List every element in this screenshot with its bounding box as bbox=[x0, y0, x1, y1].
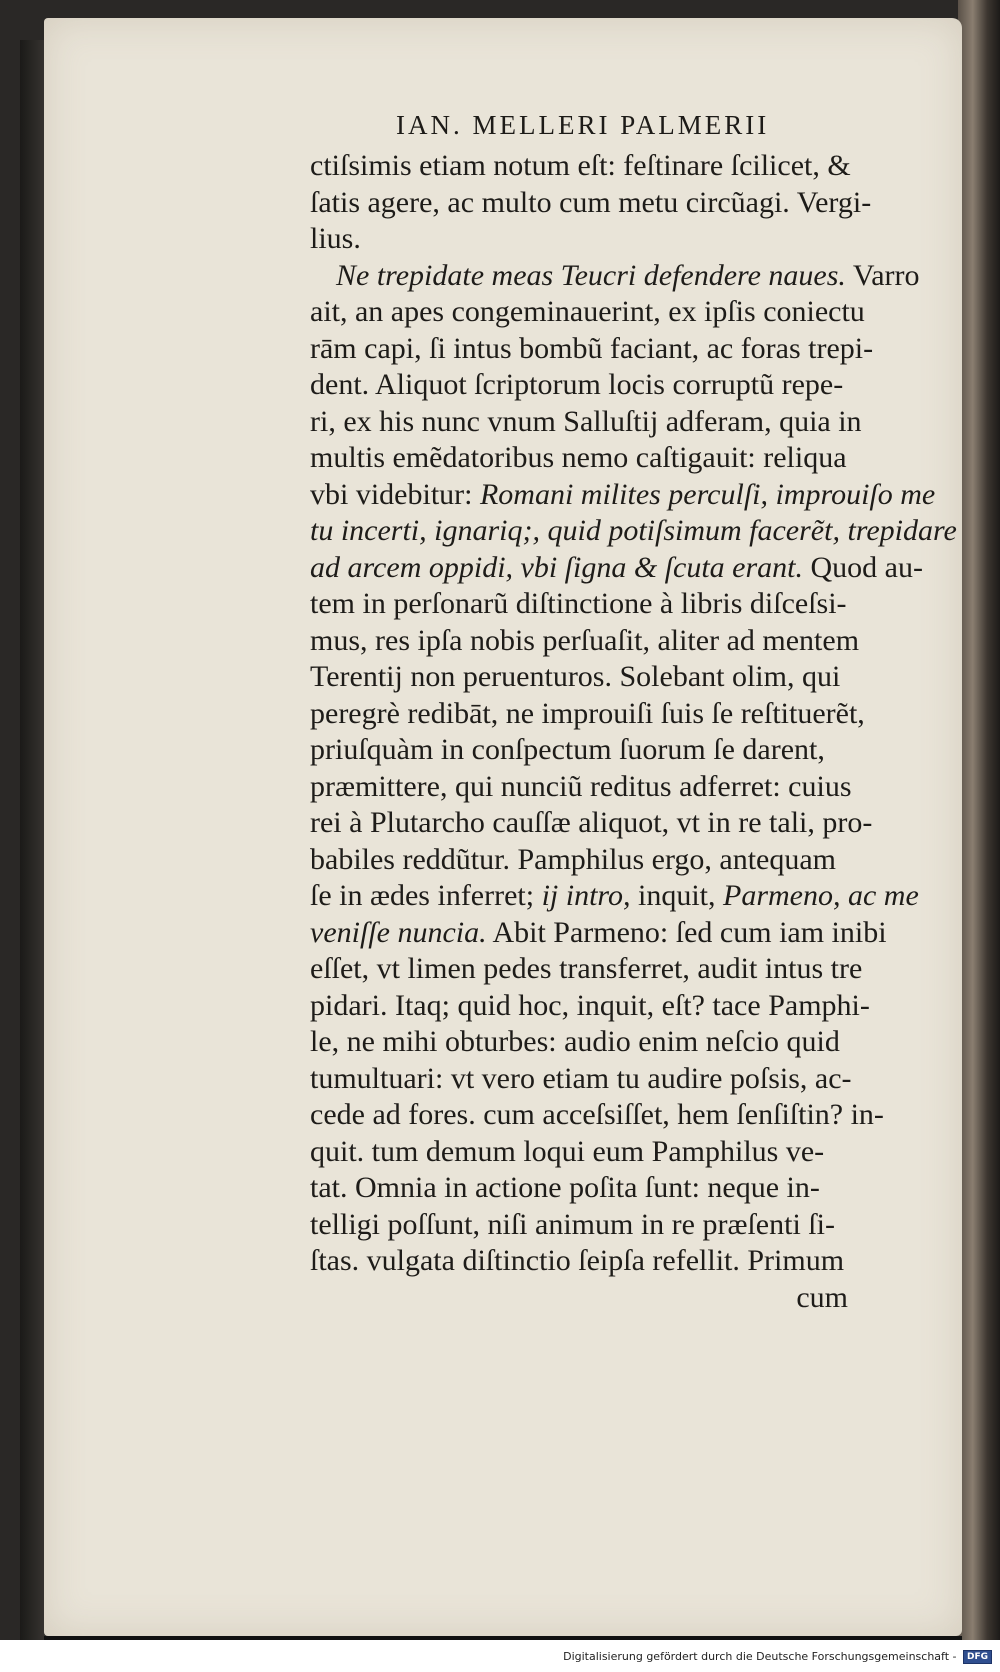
italic-quotation: ij intro, bbox=[541, 879, 631, 912]
digitization-credit: Digitalisierung gefördert durch die Deutsche Forschungsgemeinschaft - bbox=[563, 1650, 957, 1663]
text-segment: quit. tum demum loqui eum Pamphilus ve- bbox=[310, 1134, 825, 1168]
italic-quotation: veniſſe nuncia. bbox=[310, 915, 487, 949]
text-segment: le, ne mihi obturbes: audio enim neſcio quid bbox=[310, 1025, 840, 1058]
text-line bbox=[310, 1097, 940, 1134]
text-line bbox=[310, 951, 940, 988]
text-line bbox=[310, 550, 940, 587]
text-segment: tat. Omnia in actione poſita ſunt: neque in- bbox=[310, 1171, 820, 1204]
text-segment: ſtas. vulgata diſtinctio ſeipſa refellit. Primum bbox=[310, 1244, 845, 1277]
dfg-logo: DFG bbox=[963, 1650, 992, 1664]
text-segment: ait, an apes congeminauerint, ex ipſis coniectu bbox=[310, 295, 865, 328]
text-line bbox=[310, 331, 940, 368]
text-segment: Quod au- bbox=[803, 550, 923, 584]
text-segment: peregrè redibāt, ne improuiſi ſuis ſe reſtituerẽt, bbox=[310, 696, 865, 730]
text-segment: mus, res ipſa nobis perſuaſit, aliter ad mentem bbox=[310, 623, 860, 657]
italic-quotation: ad arcem oppidi, vbi ſigna & ſcuta erant. bbox=[310, 550, 803, 584]
text-line bbox=[310, 1207, 940, 1244]
text-line bbox=[310, 1061, 940, 1098]
text-line bbox=[310, 221, 940, 258]
text-segment: ctiſsimis etiam notum eſt: feſtinare ſcilicet, & bbox=[310, 149, 851, 182]
italic-quotation: Ne trepidate meas Teucri defendere naues. bbox=[336, 258, 846, 292]
page-body-text bbox=[310, 148, 957, 1316]
text-segment: Varro bbox=[845, 258, 920, 292]
italic-quotation: tu incerti, ignariq;, quid potiſsimum facerẽt, trepidare bbox=[310, 514, 957, 547]
text-line bbox=[310, 1170, 940, 1207]
text-line bbox=[310, 769, 940, 806]
text-segment: babiles reddũtur. Pamphilus ergo, antequam bbox=[310, 842, 837, 876]
text-line bbox=[310, 915, 940, 952]
text-line bbox=[310, 185, 940, 222]
text-segment: inquit, bbox=[630, 879, 724, 912]
text-line bbox=[310, 404, 940, 441]
text-line bbox=[310, 513, 957, 550]
text-line bbox=[310, 696, 940, 733]
text-line bbox=[310, 659, 940, 696]
text-line bbox=[310, 623, 940, 660]
text-segment: tem in perſonarũ diſtinctione à libris diſceſsi- bbox=[310, 587, 847, 620]
text-line bbox=[310, 367, 940, 404]
text-segment: tumultuari: vt vero etiam tu audire poſsis, ac- bbox=[310, 1061, 852, 1095]
text-segment: Abit Parmeno: ſed cum iam inibi bbox=[486, 915, 887, 949]
text-segment: dent. Aliquot ſcriptorum locis corruptũ repe- bbox=[310, 368, 844, 401]
page-bottom-shadow bbox=[44, 1636, 962, 1640]
text-line bbox=[310, 586, 940, 623]
text-segment: ſatis agere, ac multo cum metu circũagi. Vergi- bbox=[310, 185, 872, 219]
italic-quotation: Romani milites perculſi, improuiſo me bbox=[479, 477, 936, 511]
digitization-credit-bar bbox=[0, 1650, 992, 1664]
book-page-edges bbox=[958, 0, 1000, 1640]
text-segment: Terentij non peruenturos. Solebant olim, qui bbox=[310, 660, 841, 693]
running-head: IAN. MELLERI PALMERII bbox=[396, 110, 770, 140]
text-line bbox=[310, 1134, 940, 1171]
text-line bbox=[310, 878, 940, 915]
text-segment: telligi poſſunt, niſi animum in re præſenti ſi- bbox=[310, 1207, 835, 1241]
text-segment: cede ad fores. cum acceſsiſſet, hem ſenſiſtin? in- bbox=[310, 1098, 884, 1131]
text-segment: pidari. Itaq; quid hoc, inquit, eſt? tace Pamphi- bbox=[310, 988, 870, 1022]
text-segment: ri, ex his nunc vnum Salluſtij adferam, quia in bbox=[310, 404, 862, 438]
text-line bbox=[310, 440, 940, 477]
text-segment: rām capi, ſi intus bombũ faciant, ac foras trepi- bbox=[310, 331, 874, 365]
text-line bbox=[310, 732, 940, 769]
text-segment: priuſquàm in conſpectum ſuorum ſe darent, bbox=[310, 733, 825, 766]
text-segment: eſſet, vt limen pedes transferret, audit intus tre bbox=[310, 952, 863, 985]
text-segment: vbi videbitur: bbox=[310, 477, 480, 511]
text-line bbox=[310, 805, 940, 842]
text-segment: ſe in ædes inferret; bbox=[310, 879, 542, 912]
text-segment: rei à Plutarcho cauſſæ aliquot, vt in re tali, pro- bbox=[310, 806, 873, 839]
text-line bbox=[310, 258, 940, 295]
text-line bbox=[310, 842, 940, 879]
text-line bbox=[310, 1024, 940, 1061]
italic-quotation: Parmeno, ac me bbox=[723, 879, 919, 912]
text-segment: præmittere, qui nunciũ reditus adferret: cuius bbox=[310, 769, 852, 803]
text-line bbox=[310, 294, 940, 331]
text-segment: lius. bbox=[310, 222, 361, 255]
text-segment: multis emẽdatoribus nemo caſtigauit: reliqua bbox=[310, 441, 847, 474]
text-line bbox=[310, 148, 940, 185]
text-line bbox=[310, 477, 940, 514]
catchword: cum bbox=[796, 1280, 848, 1314]
text-line bbox=[310, 1243, 940, 1280]
text-line bbox=[310, 988, 940, 1025]
